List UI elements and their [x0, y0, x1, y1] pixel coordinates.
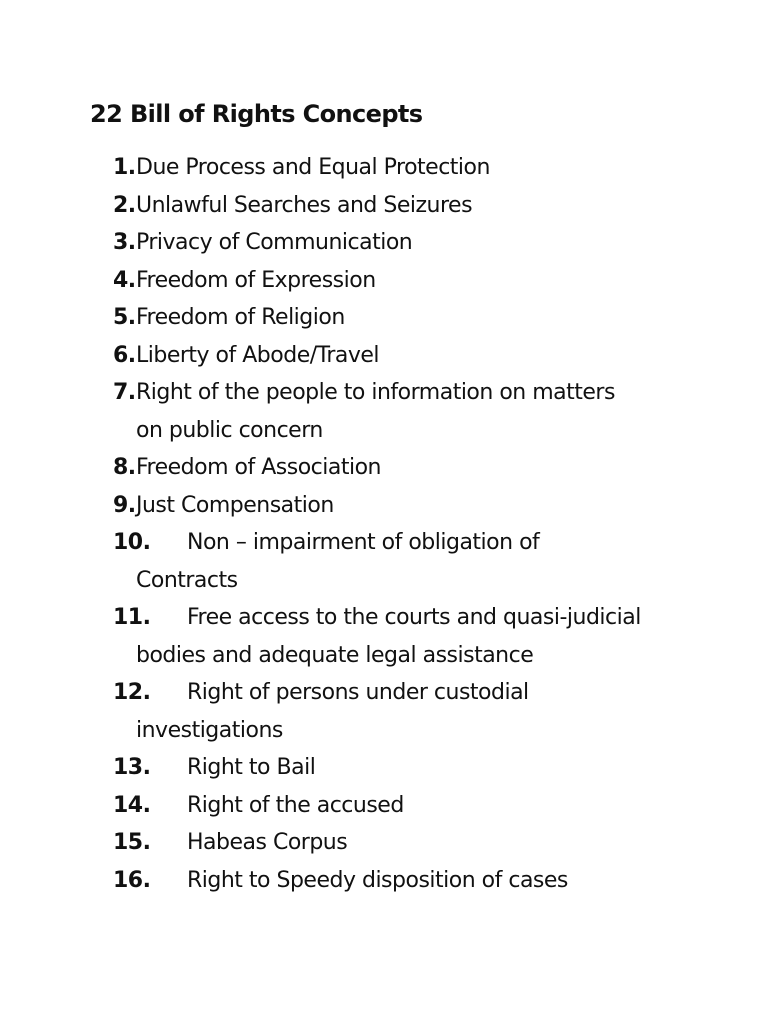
item-text: Just Compensation: [136, 492, 334, 518]
list-item: [0, 599, 768, 674]
item-number: 15.: [113, 830, 151, 855]
list-item: [0, 374, 768, 449]
list-item: [0, 674, 768, 749]
item-number: 7.: [113, 380, 136, 405]
item-number: 2.: [113, 192, 136, 218]
rights-list: [0, 149, 768, 899]
item-text-continuation: Contracts: [136, 567, 238, 593]
item-number: 8.: [113, 455, 136, 480]
item-number: 13.: [113, 755, 151, 780]
item-text: Right to Speedy disposition of cases: [187, 867, 568, 893]
list-item: [0, 262, 768, 300]
item-number: 4.: [113, 267, 136, 293]
item-text: Right of the accused: [187, 792, 404, 818]
item-number: 11.: [113, 605, 151, 630]
item-text: Privacy of Communication: [136, 230, 413, 255]
list-item: [0, 524, 768, 599]
list-item: [0, 824, 768, 862]
item-text: Habeas Corpus: [187, 830, 348, 855]
item-number: 12.: [113, 680, 151, 705]
item-number: 9.: [113, 492, 136, 518]
item-text-continuation: investigations: [136, 717, 283, 743]
list-item: [0, 749, 768, 787]
item-text: Liberty of Abode/Travel: [136, 342, 380, 368]
item-number: 1.: [113, 155, 136, 180]
item-number: 10.: [113, 530, 151, 555]
list-item: [0, 149, 768, 187]
list-item: [0, 337, 768, 375]
list-item: [0, 862, 768, 900]
item-number: 5.: [113, 305, 136, 330]
item-text: Right to Bail: [187, 755, 316, 780]
list-item: [0, 449, 768, 487]
item-text: Freedom of Association: [136, 455, 381, 480]
item-text: Due Process and Equal Protection: [136, 155, 490, 180]
item-text: Freedom of Religion: [136, 305, 345, 330]
item-number: 16.: [113, 867, 151, 893]
list-item: [0, 787, 768, 825]
item-text-continuation: bodies and adequate legal assistance: [136, 642, 534, 668]
item-number: 14.: [113, 792, 151, 818]
list-item: [0, 299, 768, 337]
item-text: Right of the people to information on matters: [136, 380, 615, 405]
item-number: 6.: [113, 342, 136, 368]
item-number: 3.: [113, 230, 136, 255]
list-item: [0, 487, 768, 525]
item-text: Right of persons under custodial: [187, 680, 529, 705]
item-text: Non – impairment of obligation of: [187, 530, 540, 555]
item-text-continuation: on public concern: [136, 417, 323, 443]
list-item: [0, 187, 768, 225]
list-item: [0, 224, 768, 262]
item-text: Free access to the courts and quasi-judicial: [187, 605, 641, 630]
item-text: Freedom of Expression: [136, 267, 376, 293]
document-title: 22 Bill of Rights Concepts: [90, 100, 423, 128]
item-text: Unlawful Searches and Seizures: [136, 192, 473, 218]
